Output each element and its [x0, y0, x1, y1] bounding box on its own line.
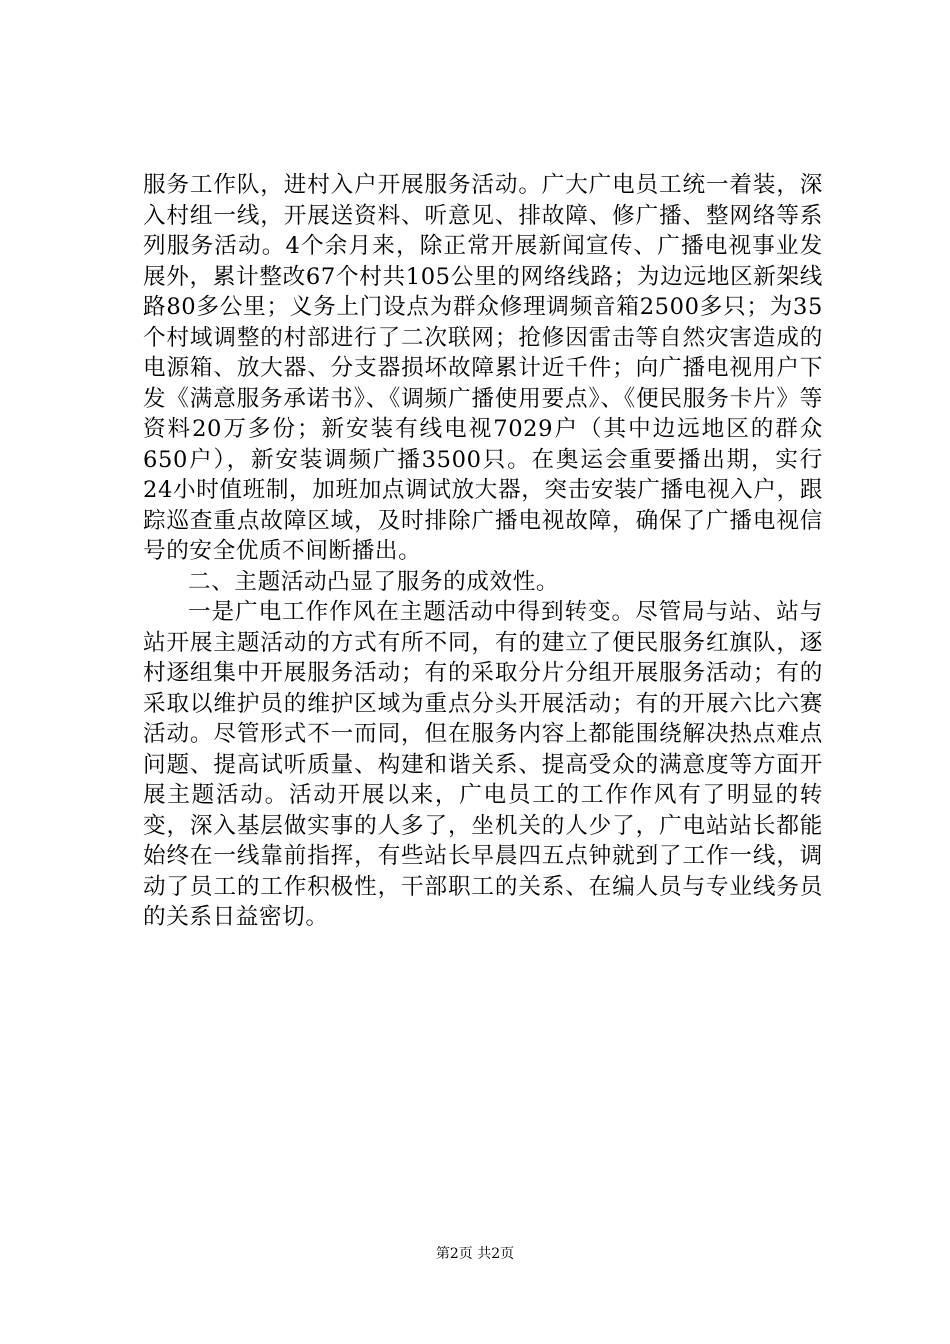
section-heading-effectiveness: 二、主题活动凸显了服务的成效性。 — [188, 568, 560, 595]
page-footer: 第2页 共2页 — [435, 1246, 515, 1262]
paragraph-work-style: 一是广电工作作风在主题活动中得到转变。尽管局与站、站与站开展主题活动的方式有所不同，有的建立了便民服务红旗队，逐村逐组集中开展服务活动；有的采取分片分组开展服务活动；有的采取以维护员的维护区域为重点分头开展活动；有的开展六比六赛活动。尽管形式不一而同，但在服务内容上都能围绕解决热点难点问题、提高试听质量、构建和谐关系、提高受众的满意度等方面开展主题活动。活动开展以来，广电员工的工作作风有了明显的转变，深入基层做实事的人多了，坐机关的人少了，广电站站长都能始终在一线靠前指挥，有些站长早晨四五点钟就到了工作一线，调动了员工的工作积极性，干部职工的关系、在编人员与专业线务员的关系日益密切。 — [143, 599, 823, 930]
paragraph-service-activities: 服务工作队，进村入户开展服务活动。广大广电员工统一着装，深入村组一线，开展送资料、听意见、排故障、修广播、整网络等系列服务活动。4个余月来，除正常开展新闻宣传、广播电视事业发展外，累计整改67个村共105公里的网络线路；为边远地区新架线路80多公里；义务上门设点为群众修理调频音箱2500多只；为35个村域调整的村部进行了二次联网；抢修因雷击等自然灾害造成的电源箱、放大器、分支器损坏故障累计近千件；向广播电视用户下发《满意服务承诺书》、《调频广播使用要点》、《便民服务卡片》等资料20万多份；新安装有线电视7029户（其中边远地区的群众650户），新安装调频广播3500只。在奥运会重要播出期，实行24小时值班制，加班加点调试放大器，突击安装广播电视入户，跟踪巡查重点故障区域，及时排除广播电视故障，确保了广播电视信号的安全优质不间断播出。 — [143, 172, 823, 564]
document-body — [143, 170, 823, 933]
